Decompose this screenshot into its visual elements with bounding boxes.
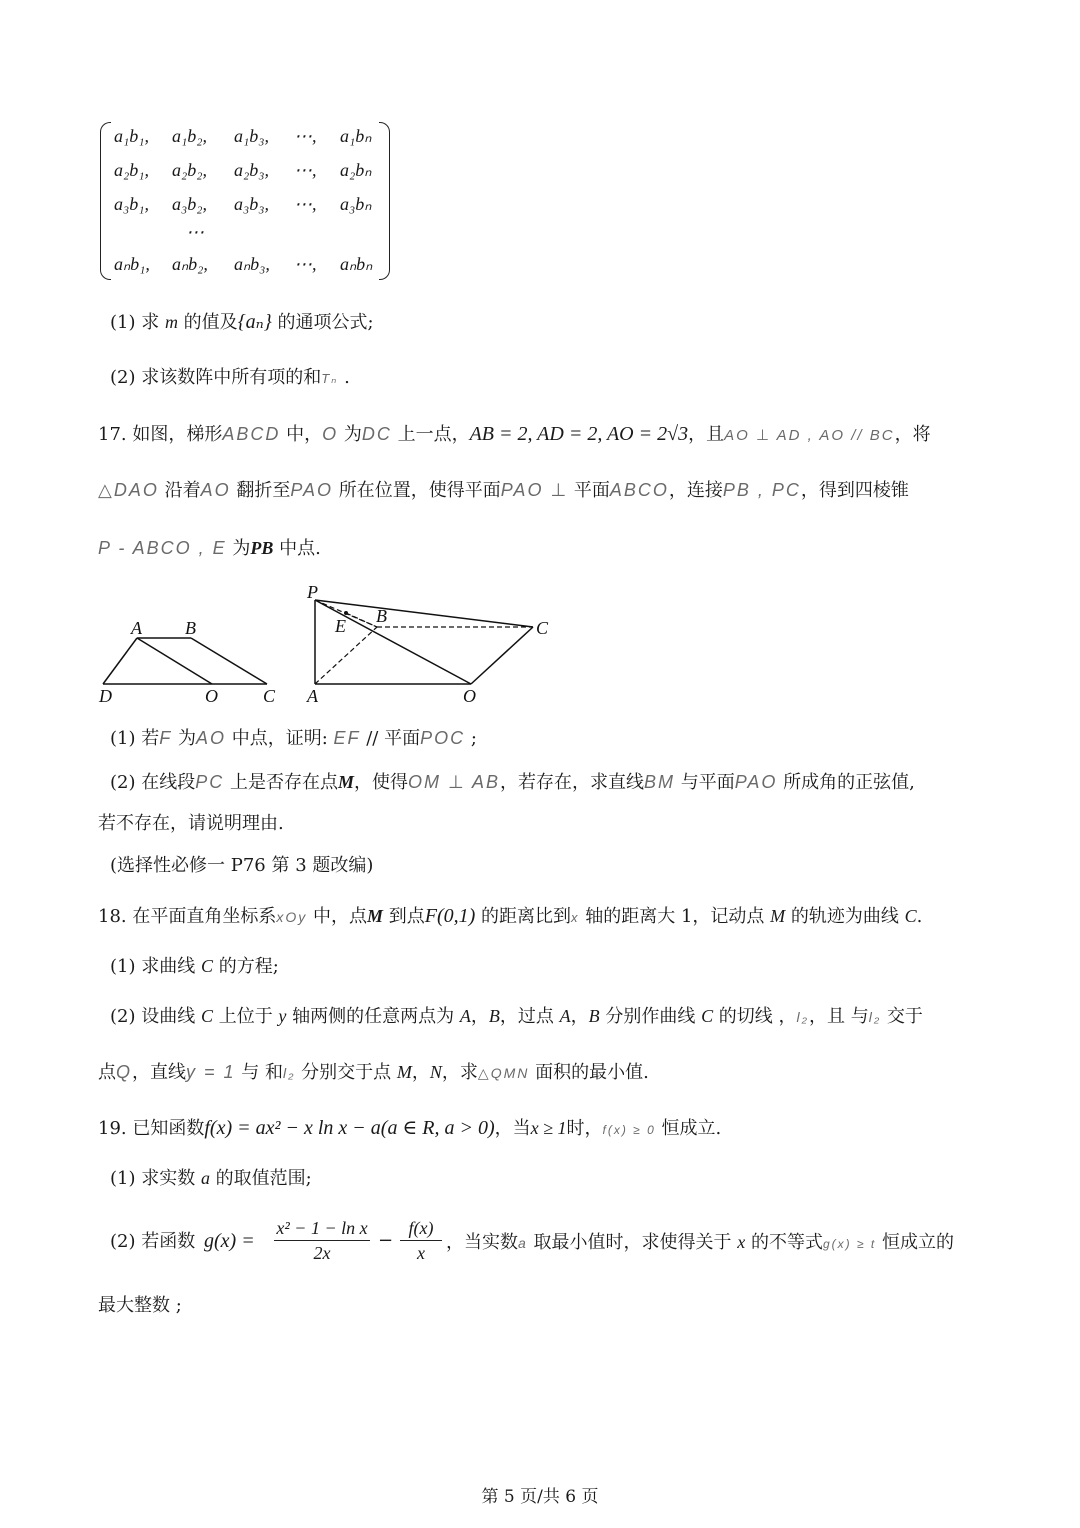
matrix-cell: ⋯	[186, 222, 204, 242]
matrix-cell: a₃b₁,	[114, 194, 150, 214]
q19-part2-continued: 最大整数 ;	[98, 1295, 182, 1316]
label-O: O	[205, 686, 218, 706]
fraction-1: x² − 1 − ln x 2x	[274, 1216, 370, 1265]
matrix-cell: a₃bₙ	[340, 194, 372, 214]
q19-part1: (1) 求实数 a 的取值范围;	[110, 1168, 312, 1189]
label-B: B	[376, 606, 387, 626]
matrix-cell: a₂b₁,	[114, 160, 150, 180]
q18-stem: 18. 在平面直角坐标系xOy 中，点M 到点F(0,1) 的距离比到x 轴的距离大 1，记动点 M 的轨迹为曲线 C.	[98, 905, 923, 927]
label-P: P	[307, 582, 318, 602]
matrix-cell: ⋯,	[294, 254, 317, 274]
label-B: B	[185, 618, 196, 638]
page-footer: 第 5 页/共 6 页	[481, 1487, 599, 1507]
pyramid-figure	[306, 582, 549, 706]
matrix-cell: ⋯,	[294, 126, 317, 146]
matrix-cell: aₙb₁,	[114, 254, 150, 274]
q18-part2: (2) 设曲线 C 上位于 y 轴两侧的任意两点为 A，B，过点 A，B 分别作曲线 C 的切线 ，l₂，且 与l₂ 交于	[110, 1006, 923, 1027]
matrix-cell: aₙb₃,	[234, 254, 270, 274]
q17-stem-line1: 17. 如图，梯形ABCD 中，O 为DC 上一点，AB = 2, AD = 2, AO = 2√3，且AO ⊥ AD , AO // BC，将	[98, 423, 931, 445]
matrix-cell: aₙbₙ	[340, 254, 373, 274]
q17-part2: (2) 在线段PC 上是否存在点M，使得OM ⊥ AB，若存在，求直线BM 与平面PAO 所成角的正弦值,	[110, 772, 915, 793]
matrix-cell: a₁b₂,	[172, 126, 208, 146]
label-A: A	[307, 686, 318, 706]
label-C: C	[263, 686, 276, 706]
matrix-cell: a₂b₃,	[234, 160, 270, 180]
q17-source-note: (选择性必修一 P76 第 3 题改编)	[110, 855, 374, 876]
fraction-2: f(x) x	[400, 1216, 442, 1265]
matrix-cell: a₂b₂,	[172, 160, 208, 180]
q18-part1: (1) 求曲线 C 的方程;	[110, 956, 279, 977]
q19-stem: 19. 已知函数f(x) = ax² − x ln x − a(a ∈ R, a > 0)，当x ≥ 1时，f(x) ≥ 0 恒成立.	[98, 1117, 722, 1139]
matrix-cell: a₃b₂,	[172, 194, 208, 214]
q17-stem-line2: △DAO 沿着AO 翻折至PAO 所在位置，使得平面PAO ⊥ 平面ABCO，连接PB , PC，得到四棱锥	[98, 480, 909, 501]
label-O: O	[463, 686, 476, 706]
label-E: E	[335, 616, 346, 636]
matrix-cell: a₁b₃,	[234, 126, 270, 146]
label-D: D	[99, 686, 112, 706]
q18-part2-continued: 点Q，直线y = 1 与 和l₂ 分别交于点 M，N，求△QMN 面积的最小值.	[98, 1062, 649, 1083]
matrix-cell: a₁bₙ	[340, 126, 372, 146]
matrix-cell: a₃b₃,	[234, 194, 270, 214]
matrix-right-paren	[379, 122, 390, 280]
trapezoid-figure	[98, 618, 276, 706]
q17-figures	[95, 582, 565, 712]
q16-part1: (1) 求 m 的值及{aₙ} 的通项公式;	[110, 311, 374, 333]
q17-part1: (1) 若F 为AO 中点，证明: EF // 平面POC ;	[110, 728, 477, 749]
matrix-cell: ⋯,	[294, 160, 317, 180]
q16-part2: (2) 求该数阵中所有项的和Tₙ .	[110, 367, 350, 388]
label-C: C	[536, 618, 549, 638]
matrix-cell: aₙb₂,	[172, 254, 208, 274]
matrix-cell: a₁b₁,	[114, 126, 150, 146]
matrix-cell: ⋯,	[294, 194, 317, 214]
matrix-cell: a₂bₙ	[340, 160, 372, 180]
number-matrix	[100, 122, 390, 282]
label-A: A	[131, 618, 142, 638]
matrix-left-paren	[100, 122, 111, 280]
q17-stem-line3: P - ABCO , E 为PB 中点.	[98, 538, 321, 559]
q17-part2-continued: 若不存在，请说明理由.	[98, 813, 284, 834]
